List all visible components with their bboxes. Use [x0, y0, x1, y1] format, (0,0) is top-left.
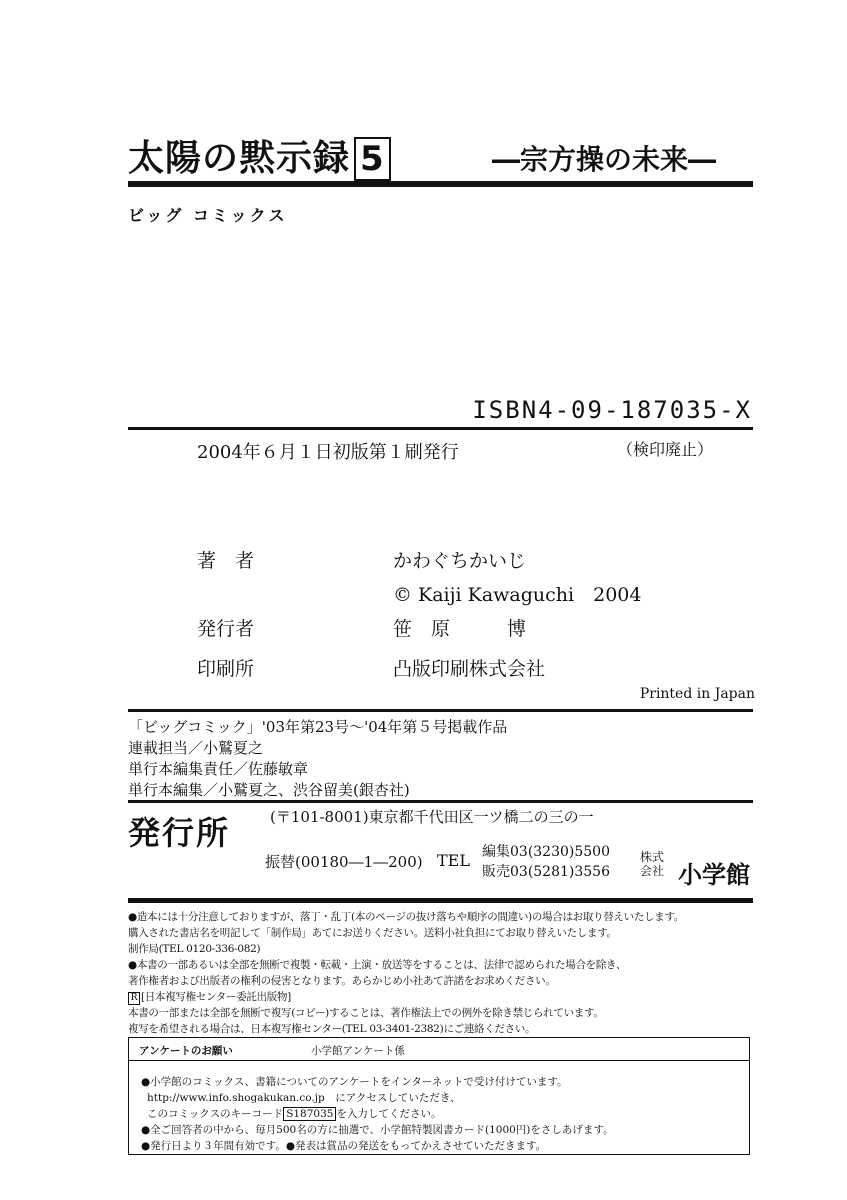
publisher-person: 笹 原 博	[393, 618, 527, 640]
book-title	[128, 130, 391, 181]
survey-line: ●発行日より３年間有効です。●発表は賞品の発送をもってかえさせていただきます。	[141, 1140, 547, 1152]
notice-line: 購入された書店名を明記して「制作局」あてにお送りください。送料小社負担にてお取り替えいたします。	[128, 927, 617, 939]
author-label: 著 者	[197, 550, 255, 572]
serialization-line: 「ビッグコミック」'03年第23号～'04年第５号掲載作品	[128, 718, 508, 736]
series-name: ビッグ コミックス	[128, 206, 288, 225]
notice-line-copyright-center	[128, 989, 291, 1005]
survey-box	[128, 1037, 750, 1155]
publisher-person-label: 発行者	[197, 618, 255, 640]
tel-editorial: 編集03(3230)5500	[482, 844, 610, 860]
survey-line: ●全ご回答者の中から、毎月500名の方に抽選で、小学館特製図書カード(1000円)をさしあげます。	[141, 1124, 614, 1136]
isbn-rule	[128, 427, 753, 430]
survey-line: ●小学館のコミックス、書籍についてのアンケートをインターネットで受け付けています。	[141, 1076, 568, 1088]
key-code: S187035	[283, 1107, 336, 1121]
postal-transfer: 振替(00180―1―200)	[265, 853, 423, 871]
notice-line: 制作局(TEL 0120-336-082)	[128, 943, 261, 955]
notice-line: ●本書の一部あるいは全部を無断で複製・転載・上演・放送等をすることは、法律で認められた場合を除き、	[128, 959, 627, 971]
publisher-rule	[128, 898, 753, 903]
serialization-line: 単行本編集責任／佐藤敏章	[128, 760, 309, 778]
printer-label: 印刷所	[197, 658, 255, 680]
book-title-main: 太陽の黙示録	[128, 138, 351, 179]
notice-line: 著作権者および出版者の権利の侵害となります。あらかじめ小社あて許諾をお求めください。	[128, 975, 556, 987]
survey-rule	[129, 1060, 749, 1061]
volume-number: 5	[354, 137, 391, 181]
notice-line: 複写を希望される場合は、日本複写権センター(TEL 03-3401-2382)にご連絡ください。	[128, 1023, 536, 1035]
publisher-label: 発行所	[128, 814, 231, 852]
keycode-prefix: このコミックスのキーコード	[147, 1108, 284, 1120]
notice-line: 本書の一部または全部を無断で複写(コピー)することは、著作権法上での例外を除き禁じられています。	[128, 1007, 604, 1019]
survey-keycode-line	[147, 1106, 441, 1121]
publisher-address: (〒101-8001)東京都千代田区一ツ橋二の三の一	[270, 808, 594, 826]
survey-url[interactable]: http://www.info.shogakukan.co.jp	[147, 1092, 325, 1104]
title-rule	[128, 181, 753, 187]
author-name: かわぐちかいじ	[393, 550, 527, 572]
book-subtitle: ―宗方操の未来―	[492, 143, 717, 176]
printed-in: Printed in Japan	[639, 686, 755, 702]
tel-sales: 販売03(5281)3556	[482, 864, 610, 880]
survey-dept: 小学館アンケート係	[311, 1045, 405, 1057]
seal-note: （検印廃止）	[617, 440, 714, 459]
notice-line: ●造本には十分注意しておりますが、落丁・乱丁(本のページの抜け落ちや順序の間違い)の場合はお取り替えいたします。	[128, 911, 685, 923]
publisher-name: 小学館	[678, 861, 750, 889]
survey-url-line	[147, 1090, 460, 1105]
serialization-rule	[128, 800, 753, 803]
survey-title: アンケートのお願い	[139, 1045, 233, 1057]
kaisha-prefix: 株式会社	[640, 850, 665, 878]
copyright-center-label: [日本複写権センター委託出版物]	[141, 991, 291, 1003]
serialization-line: 連載担当／小鷲夏之	[128, 739, 264, 757]
r-mark-icon: R	[128, 992, 140, 1005]
serialization-line: 単行本編集／小鷲夏之、渋谷留美(銀杏社)	[128, 781, 410, 799]
copyright: © Kaiji Kawaguchi 2004	[393, 584, 642, 606]
keycode-suffix: を入力してください。	[336, 1108, 442, 1120]
survey-url-suffix: にアクセスしていただき、	[335, 1092, 461, 1104]
printer-name: 凸版印刷株式会社	[393, 658, 546, 680]
isbn: ISBN4-09-187035-X	[472, 396, 752, 424]
tel-label: TEL	[437, 851, 470, 870]
edition-date: 2004年６月１日初版第１刷発行	[197, 442, 459, 463]
credits-rule	[128, 709, 753, 712]
